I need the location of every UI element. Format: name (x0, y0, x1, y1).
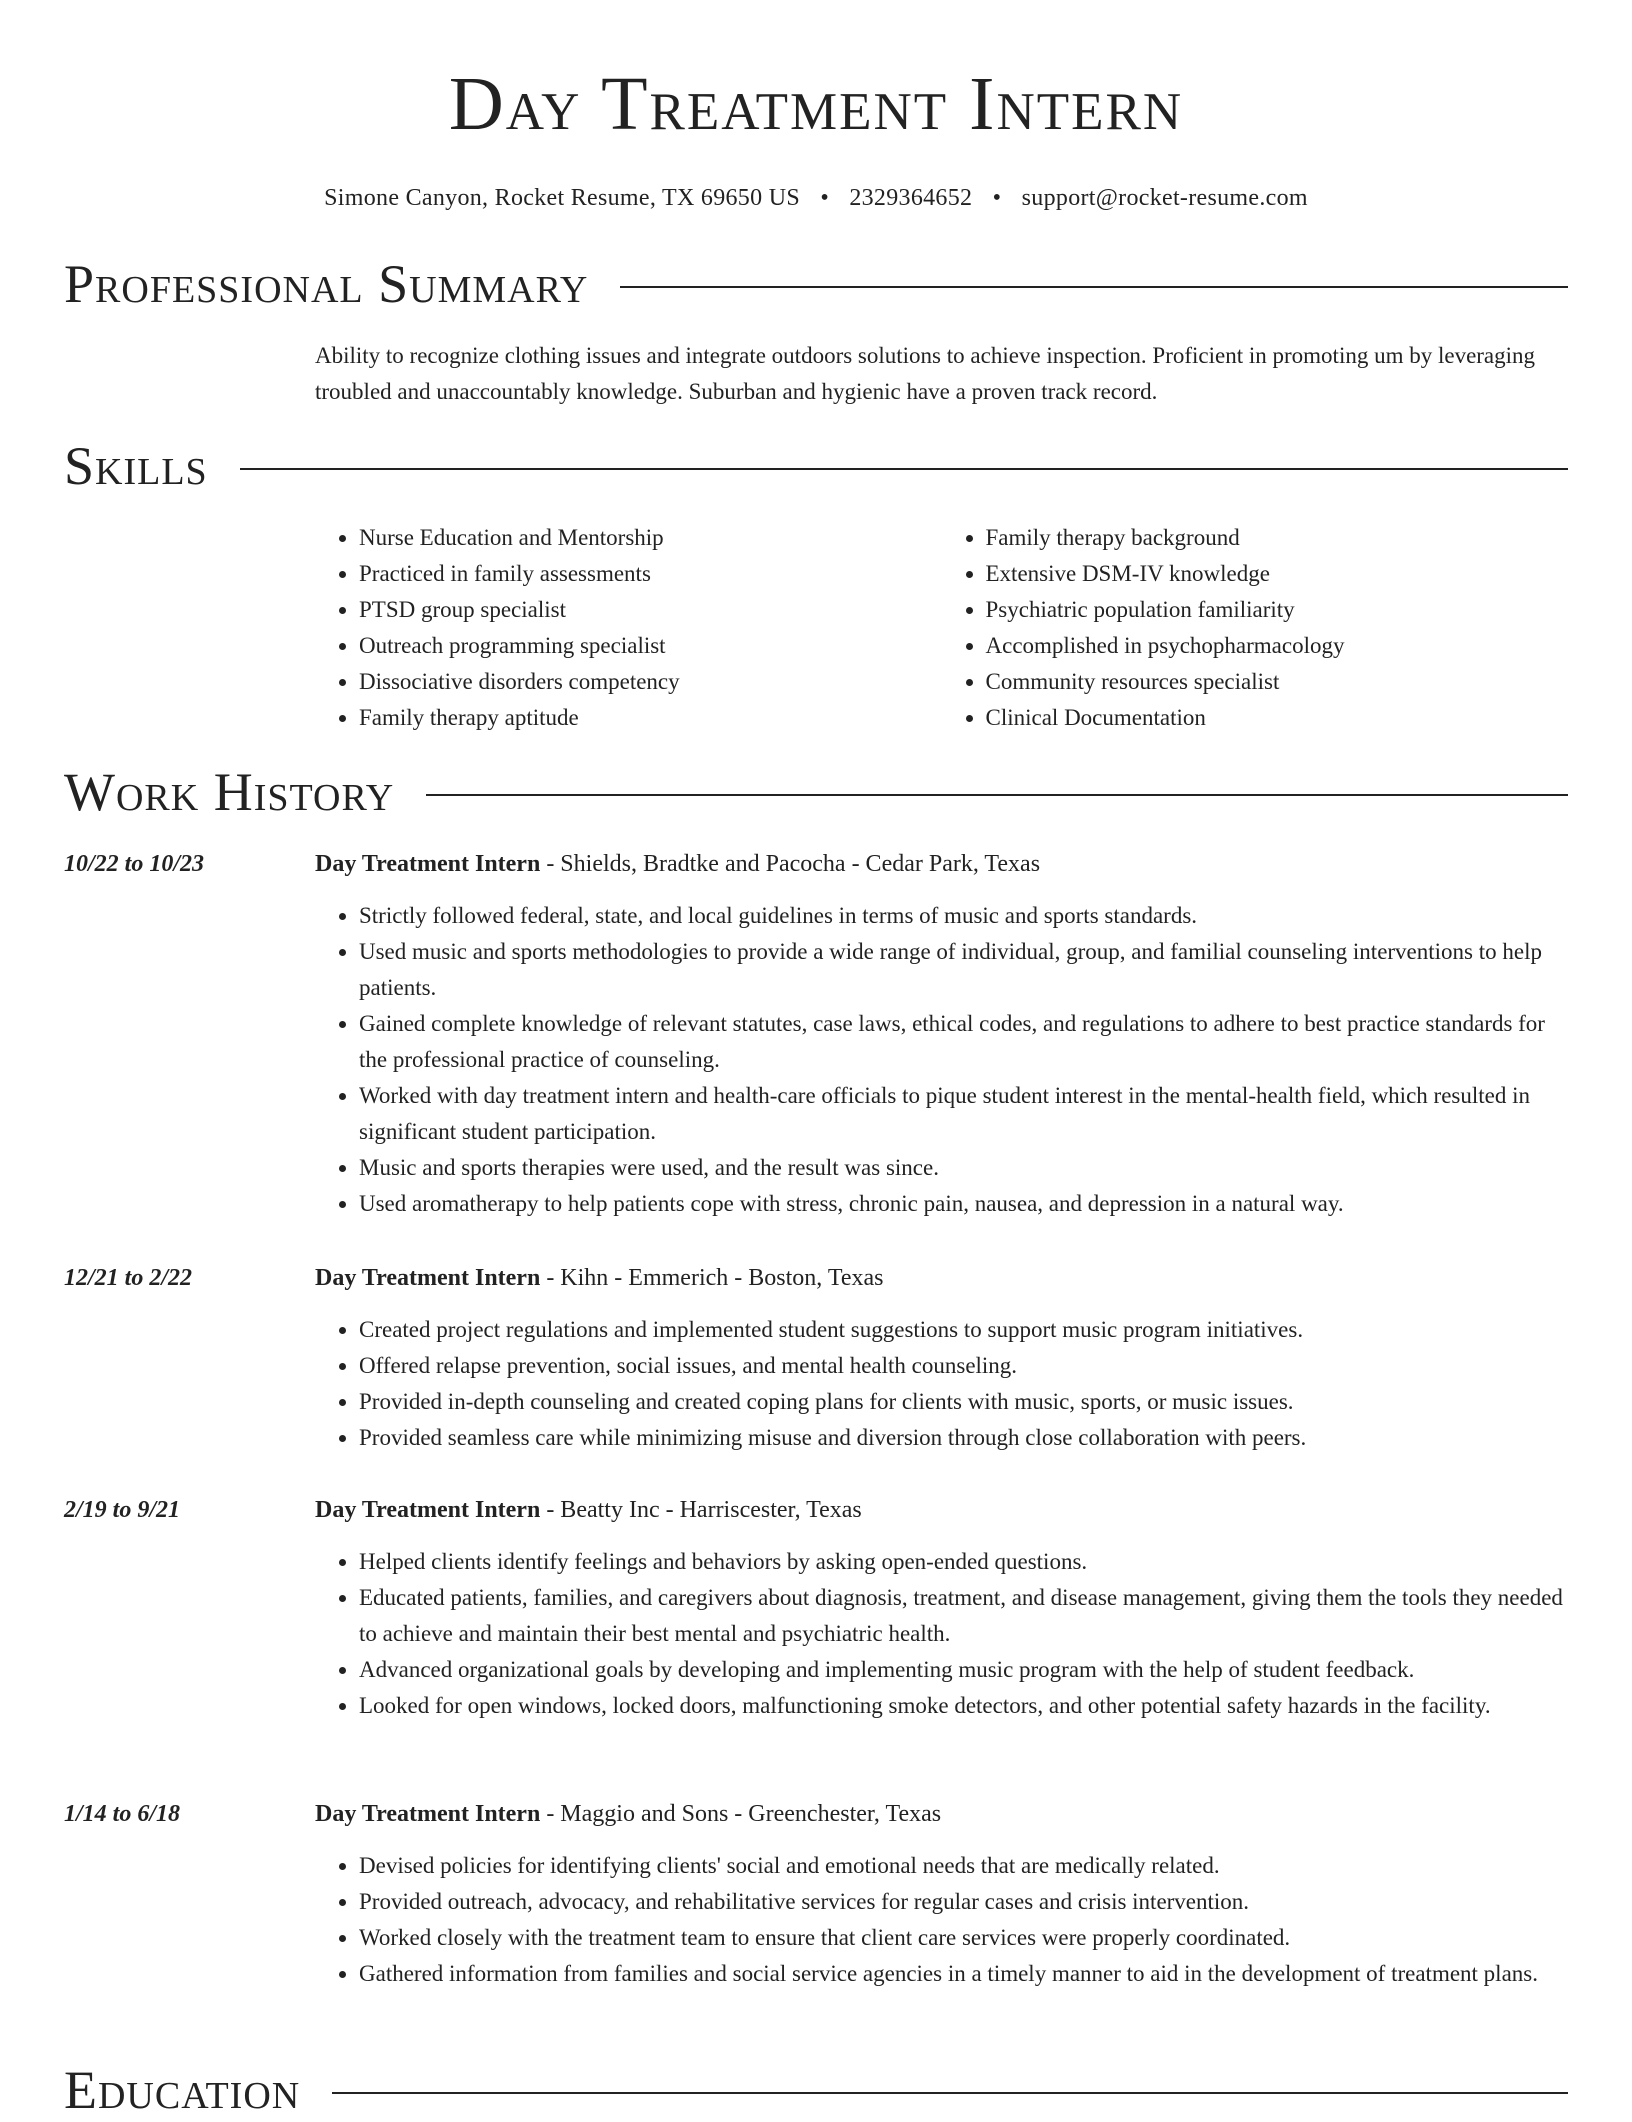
job-details: - Beatty Inc - Harriscester, Texas (540, 1497, 862, 1523)
education-heading-title: Education (64, 2060, 301, 2120)
skill-item: • Family therapy aptitude (359, 700, 942, 736)
job-bullet: • Used aromatherapy to help patients cope with stress, chronic pain, nausea, and depression in a natural way. (359, 1186, 1568, 1222)
job-bullet: • Advanced organizational goals by developing and implementing music program with the help of student feedback. (359, 1652, 1568, 1688)
skill-item: • Dissociative disorders competency (359, 664, 942, 700)
contact-line (64, 182, 1568, 214)
skill-item: • Accomplished in psychopharmacology (986, 628, 1569, 664)
contact-email: support@rocket-resume.com (1021, 185, 1308, 211)
skill-item: • Community resources specialist (986, 664, 1569, 700)
section-divider (426, 794, 1568, 796)
job-bullet: • Provided in-depth counseling and created coping plans for clients with music, sports, or music issues. (359, 1384, 1568, 1420)
section-divider (332, 2092, 1568, 2094)
job-header (315, 846, 1040, 882)
candidate-name: Day Treatment Intern (448, 62, 1184, 146)
summary-section-heading (64, 252, 1568, 316)
job-dates: 2/19 to 9/21 (64, 1497, 181, 1523)
job-title: Day Treatment Intern (315, 1801, 541, 1827)
job-bullet: • Music and sports therapies were used, and the result was since. (359, 1150, 1568, 1186)
contact-separator: • (992, 185, 1002, 211)
job-details: - Shields, Bradtke and Pacocha - Cedar Park, Texas (540, 851, 1041, 877)
skills-heading-title: Skills (64, 436, 208, 496)
job-bullet: • Created project regulations and implemented student suggestions to support music program initiatives. (359, 1312, 1568, 1348)
job-title: Day Treatment Intern (315, 851, 541, 877)
job-bullet: • Offered relapse prevention, social issues, and mental health counseling. (359, 1348, 1568, 1384)
job-dates: 10/22 to 10/23 (64, 851, 205, 877)
job-bullet: • Strictly followed federal, state, and local guidelines in terms of music and sports standards. (359, 898, 1568, 934)
job-bullet: • Worked with day treatment intern and health-care officials to pique student interest in the mental-health field, which resulted in significant student participation. (359, 1078, 1568, 1150)
job-header (315, 1796, 941, 1832)
work-heading-title: Work History (64, 762, 395, 822)
skills-section-heading (64, 434, 1568, 498)
section-divider (620, 286, 1568, 288)
job-bullets (315, 1848, 1568, 1992)
job-bullets (315, 1544, 1568, 1724)
summary-heading-title: Professional Summary (64, 254, 589, 314)
contact-address: Simone Canyon, Rocket Resume, TX 69650 US (324, 185, 800, 211)
job-dates: 1/14 to 6/18 (64, 1801, 181, 1827)
skill-item: • Family therapy background (986, 520, 1569, 556)
skill-item: • Practiced in family assessments (359, 556, 942, 592)
job-dates: 12/21 to 2/22 (64, 1265, 193, 1291)
job-bullet: • Worked closely with the treatment team to ensure that client care services were properly coordinated. (359, 1920, 1568, 1956)
work-section-heading (64, 760, 1568, 824)
job-bullets (315, 898, 1568, 1222)
job-bullet: • Provided seamless care while minimizing misuse and diversion through close collaboration with peers. (359, 1420, 1568, 1456)
skill-item: • Psychiatric population familiarity (986, 592, 1569, 628)
job-details: - Kihn - Emmerich - Boston, Texas (540, 1265, 884, 1291)
job-title: Day Treatment Intern (315, 1497, 541, 1523)
skill-item: • Clinical Documentation (986, 700, 1569, 736)
contact-phone: 2329364652 (849, 185, 973, 211)
job-bullet: • Looked for open windows, locked doors, malfunctioning smoke detectors, and other potential safety hazards in the facility. (359, 1688, 1568, 1724)
job-bullet: • Gathered information from families and social service agencies in a timely manner to aid in the development of treatment plans. (359, 1956, 1568, 1992)
skills-column-right (942, 520, 1569, 736)
job-details: - Maggio and Sons - Greenchester, Texas (540, 1801, 942, 1827)
job-title: Day Treatment Intern (315, 1265, 541, 1291)
education-section-heading (64, 2058, 1568, 2122)
job-bullet: • Provided outreach, advocacy, and rehabilitative services for regular cases and crisis intervention. (359, 1884, 1568, 1920)
skills-grid (315, 520, 1568, 736)
job-bullet: • Used music and sports methodologies to provide a wide range of individual, group, and familial counseling interventions to help patients. (359, 934, 1568, 1006)
contact-separator: • (820, 185, 830, 211)
summary-text: Ability to recognize clothing issues and integrate outdoors solutions to achieve inspection. Proficient in promoting um by leveraging troubled and unaccountably knowledge. Suburban and hygienic have a proven track record. (315, 343, 1536, 404)
section-divider (240, 468, 1568, 470)
job-bullet: • Helped clients identify feelings and behaviors by asking open-ended questions. (359, 1544, 1568, 1580)
job-header (315, 1492, 862, 1528)
skill-item: • Outreach programming specialist (359, 628, 942, 664)
job-bullet: • Gained complete knowledge of relevant statutes, case laws, ethical codes, and regulations to adhere to best practice standards for the professional practice of counseling. (359, 1006, 1568, 1078)
job-bullet: • Devised policies for identifying clients' social and emotional needs that are medically related. (359, 1848, 1568, 1884)
skill-item: • Nurse Education and Mentorship (359, 520, 942, 556)
skill-item: • PTSD group specialist (359, 592, 942, 628)
skills-column-left (315, 520, 942, 736)
job-header (315, 1260, 883, 1296)
job-bullet: • Educated patients, families, and caregivers about diagnosis, treatment, and disease management, giving them the tools they needed to achieve and maintain their best mental and psychiatric health. (359, 1580, 1568, 1652)
skill-item: • Extensive DSM-IV knowledge (986, 556, 1569, 592)
resume-page (64, 0, 1568, 2120)
job-bullets (315, 1312, 1568, 1456)
